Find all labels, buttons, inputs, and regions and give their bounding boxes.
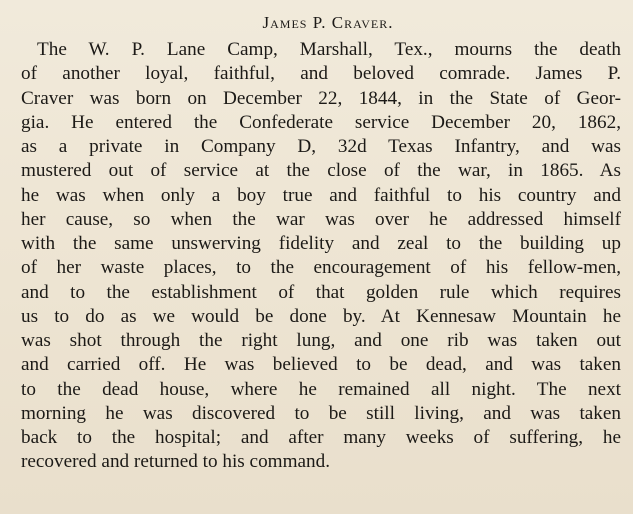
body-line: us to do as we would be done by. At Kennesaw Mountain he	[21, 305, 621, 327]
body-line: back to the hospital; and after many weeks of suffering, he	[21, 427, 621, 448]
body-line: was shot through the right lung, and one rib was taken out	[21, 330, 621, 351]
body-line: The W. P. Lane Camp, Marshall, Tex., mourns the death	[37, 39, 621, 60]
body-line: her cause, so when the war was over he addressed himself	[21, 208, 621, 230]
body-line: he was when only a boy true and faithful to his country and	[21, 184, 621, 206]
body-line: recovered and returned to his command.	[21, 451, 331, 473]
article-body	[21, 38, 621, 475]
body-line: gia. He entered the Confederate service December 20, 1862,	[21, 111, 621, 133]
body-line: morning he was discovered to be still living, and was taken	[21, 402, 621, 424]
body-line: of another loyal, faithful, and beloved comrade. James P.	[21, 63, 621, 85]
body-line: of her waste places, to the encouragement of his fellow-men,	[21, 257, 621, 279]
body-line: to the dead house, where he remained all night. The next	[21, 378, 621, 400]
body-line: Craver was born on December 22, 1844, in the State of Geor-	[21, 87, 621, 109]
article-title: James P. Craver.	[262, 13, 394, 32]
body-line: and to the establishment of that golden rule which requires	[21, 281, 621, 303]
body-line: as a private in Company D, 32d Texas Infantry, and was	[21, 136, 621, 157]
body-line: with the same unswerving fidelity and zeal to the building up	[21, 233, 621, 254]
body-line: mustered out of service at the close of the war, in 1865. As	[21, 160, 621, 182]
body-line: and carried off. He was believed to be dead, and was taken	[21, 354, 621, 376]
